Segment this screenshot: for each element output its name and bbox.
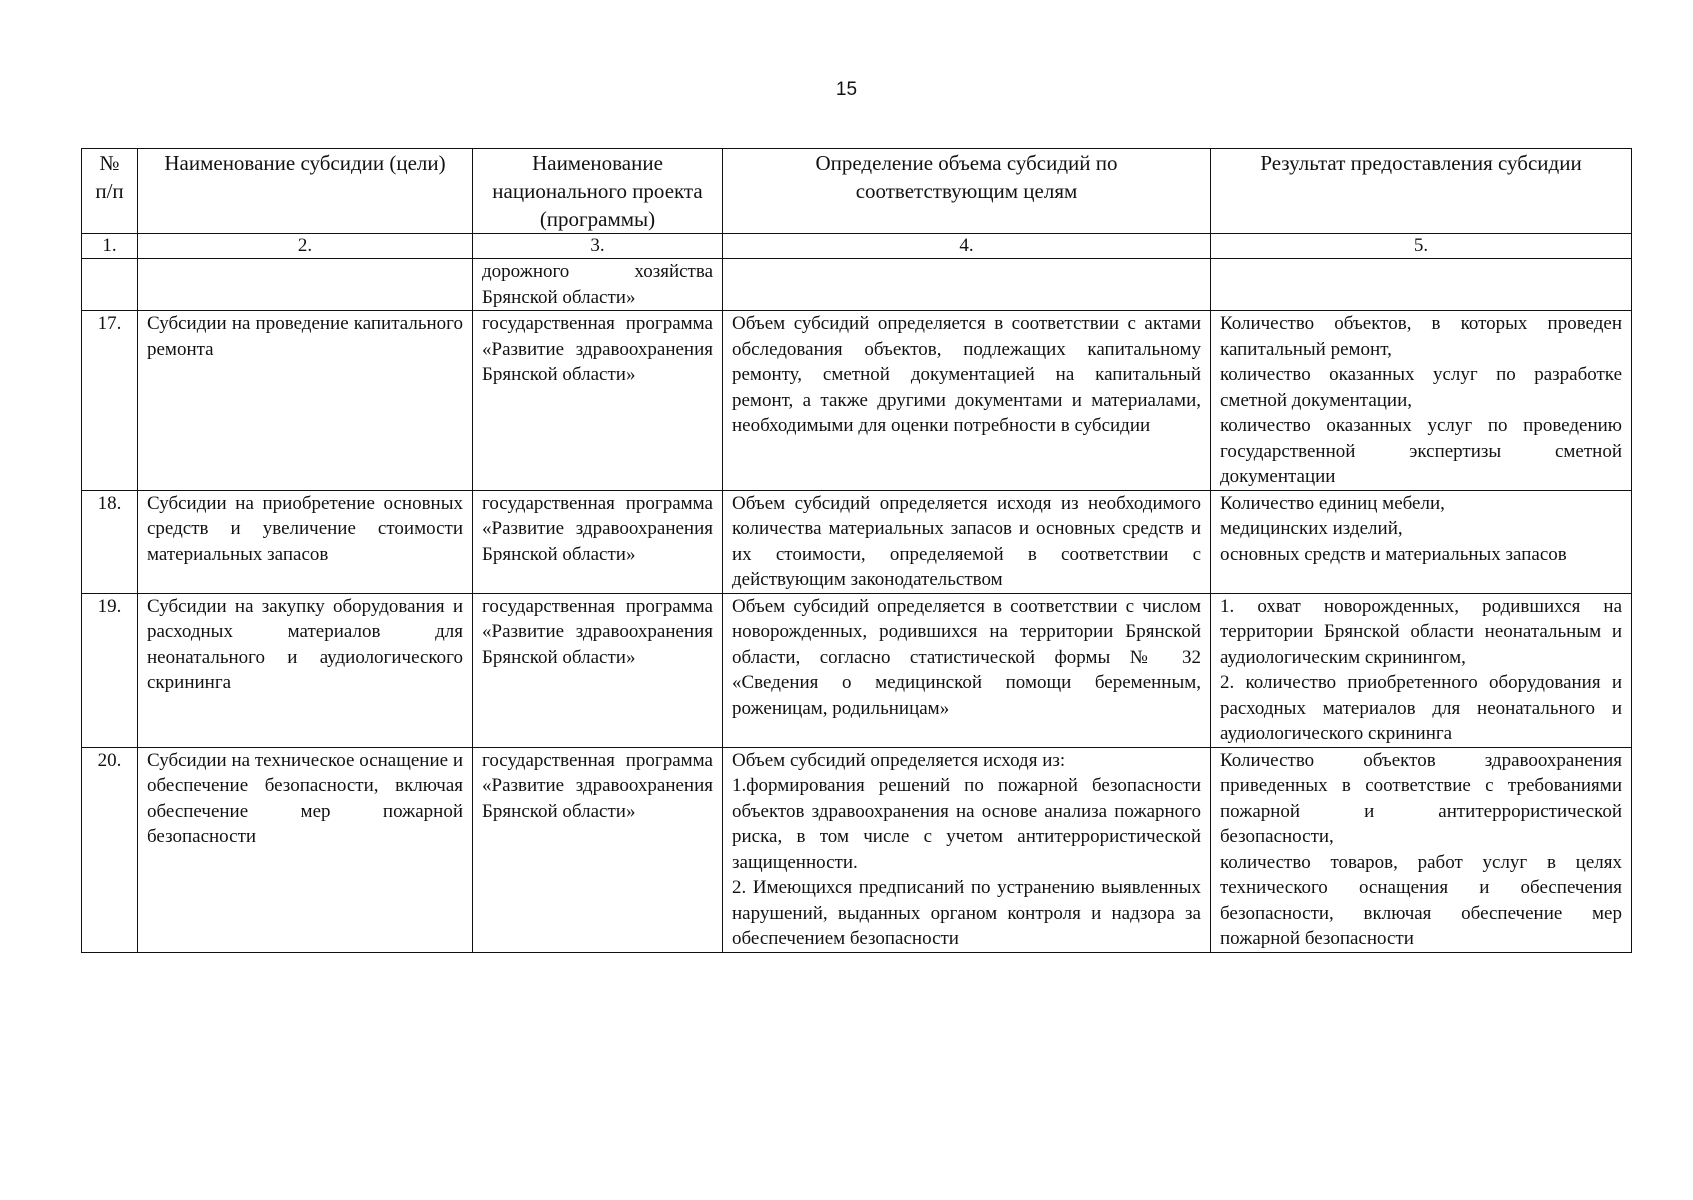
continuation-row	[82, 259, 1632, 311]
result-line: Количество объектов здравоохранения приведенных в соответствие с требованиями пожарной и антитеррористической безопасности,	[1220, 749, 1622, 847]
table-row	[82, 593, 1632, 747]
program-cell: государственная программа «Развитие здравоохранения Брянской области»	[473, 593, 723, 747]
result-line: медицинских изделий,	[1220, 518, 1403, 539]
header-num: № п/п	[82, 149, 138, 234]
volume-line: Объем субсидий определяется исходя из:	[732, 749, 1066, 771]
header-national-project: Наименование национального проекта (программы)	[473, 149, 723, 234]
subsidy-table	[81, 148, 1632, 953]
table-cell	[723, 259, 1211, 311]
row-number: 18.	[82, 490, 138, 593]
column-number: 5.	[1211, 234, 1632, 259]
result-cell	[1211, 747, 1632, 952]
column-number: 4.	[723, 234, 1211, 259]
result-line: Количество единиц мебели,	[1220, 492, 1445, 514]
row-number: 17.	[82, 311, 138, 491]
result-line: Количество объектов, в которых проведен капитальный ремонт,	[1220, 313, 1622, 360]
column-number-row	[82, 234, 1632, 259]
result-line: 1. охват новорожденных, родившихся на территории Брянской области неонатальным и аудиологическим скринингом,	[1220, 595, 1622, 668]
result-cell	[1211, 490, 1632, 593]
volume-cell: Объем субсидий определяется исходя из необходимого количества материальных запасов и основных средств и их стоимости, определяемой в соответствии с действующим законодательством	[723, 490, 1211, 593]
result-line: количество оказанных услуг по проведению государственной экспертизы сметной документации	[1220, 415, 1622, 487]
result-cell	[1211, 311, 1632, 491]
subsidy-name-cell: Субсидии на закупку оборудования и расходных материалов для неонатального и аудиологического скрининга	[138, 593, 473, 747]
result-line: основных средств и материальных запасов	[1220, 543, 1567, 565]
program-cell: дорожного хозяйства Брянской области»	[473, 259, 723, 311]
subsidy-name-cell: Субсидии на техническое оснащение и обеспечение безопасности, включая обеспечение мер пожарной безопасности	[138, 747, 473, 952]
subsidy-name-cell: Субсидии на проведение капитального ремонта	[138, 311, 473, 491]
result-cell	[1211, 593, 1632, 747]
page-number: 15	[835, 79, 858, 100]
header-row	[82, 149, 1632, 234]
column-number: 3.	[473, 234, 723, 259]
volume-line: 2. Имеющихся предписаний по устранению выявленных нарушений, выданных органом контроля и надзора за обеспечением безопасности	[732, 877, 1201, 949]
table-cell	[138, 259, 473, 311]
program-cell: государственная программа «Развитие здравоохранения Брянской области»	[473, 311, 723, 491]
header-result: Результат предоставления субсидии	[1211, 149, 1632, 234]
table-row	[82, 747, 1632, 952]
column-number: 1.	[82, 234, 138, 259]
table-row	[82, 311, 1632, 491]
table-row	[82, 490, 1632, 593]
table-cell	[1211, 259, 1632, 311]
volume-cell	[723, 747, 1211, 952]
program-cell: государственная программа «Развитие здравоохранения Брянской области»	[473, 490, 723, 593]
volume-cell: Объем субсидий определяется в соответствии с числом новорожденных, родившихся на территории Брянской области, согласно статистической формы № 32 «Сведения о медицинской помощи беременным, роженицам, родильницам»	[723, 593, 1211, 747]
row-number: 20.	[82, 747, 138, 952]
header-volume-definition: Определение объема субсидий по соответствующим целям	[723, 149, 1211, 234]
subsidy-name-cell: Субсидии на приобретение основных средств и увеличение стоимости материальных запасов	[138, 490, 473, 593]
header-subsidy-name: Наименование субсидии (цели)	[138, 149, 473, 234]
volume-cell: Объем субсидий определяется в соответствии с актами обследования объектов, подлежащих капитальному ремонту, сметной документацией на капитальный ремонт, а также другими документами и материалами, необходимыми для оценки потребности в субсидии	[723, 311, 1211, 491]
table-cell	[82, 259, 138, 311]
program-cell: государственная программа «Развитие здравоохранения Брянской области»	[473, 747, 723, 952]
volume-line: 1.формирования решений по пожарной безопасности объектов здравоохранения на основе анализа пожарного риска, в том числе с учетом антитеррористической защищенности.	[732, 775, 1201, 873]
result-line: количество товаров, работ услуг в целях технического оснащения и обеспечения безопасности, включая обеспечение мер пожарной безопасности	[1220, 851, 1622, 949]
column-number: 2.	[138, 234, 473, 259]
row-number: 19.	[82, 593, 138, 747]
result-line: количество оказанных услуг по разработке сметной документации,	[1220, 364, 1622, 411]
result-line: 2. количество приобретенного оборудования и расходных материалов для неонатального и аудиологического скрининга	[1220, 672, 1622, 744]
